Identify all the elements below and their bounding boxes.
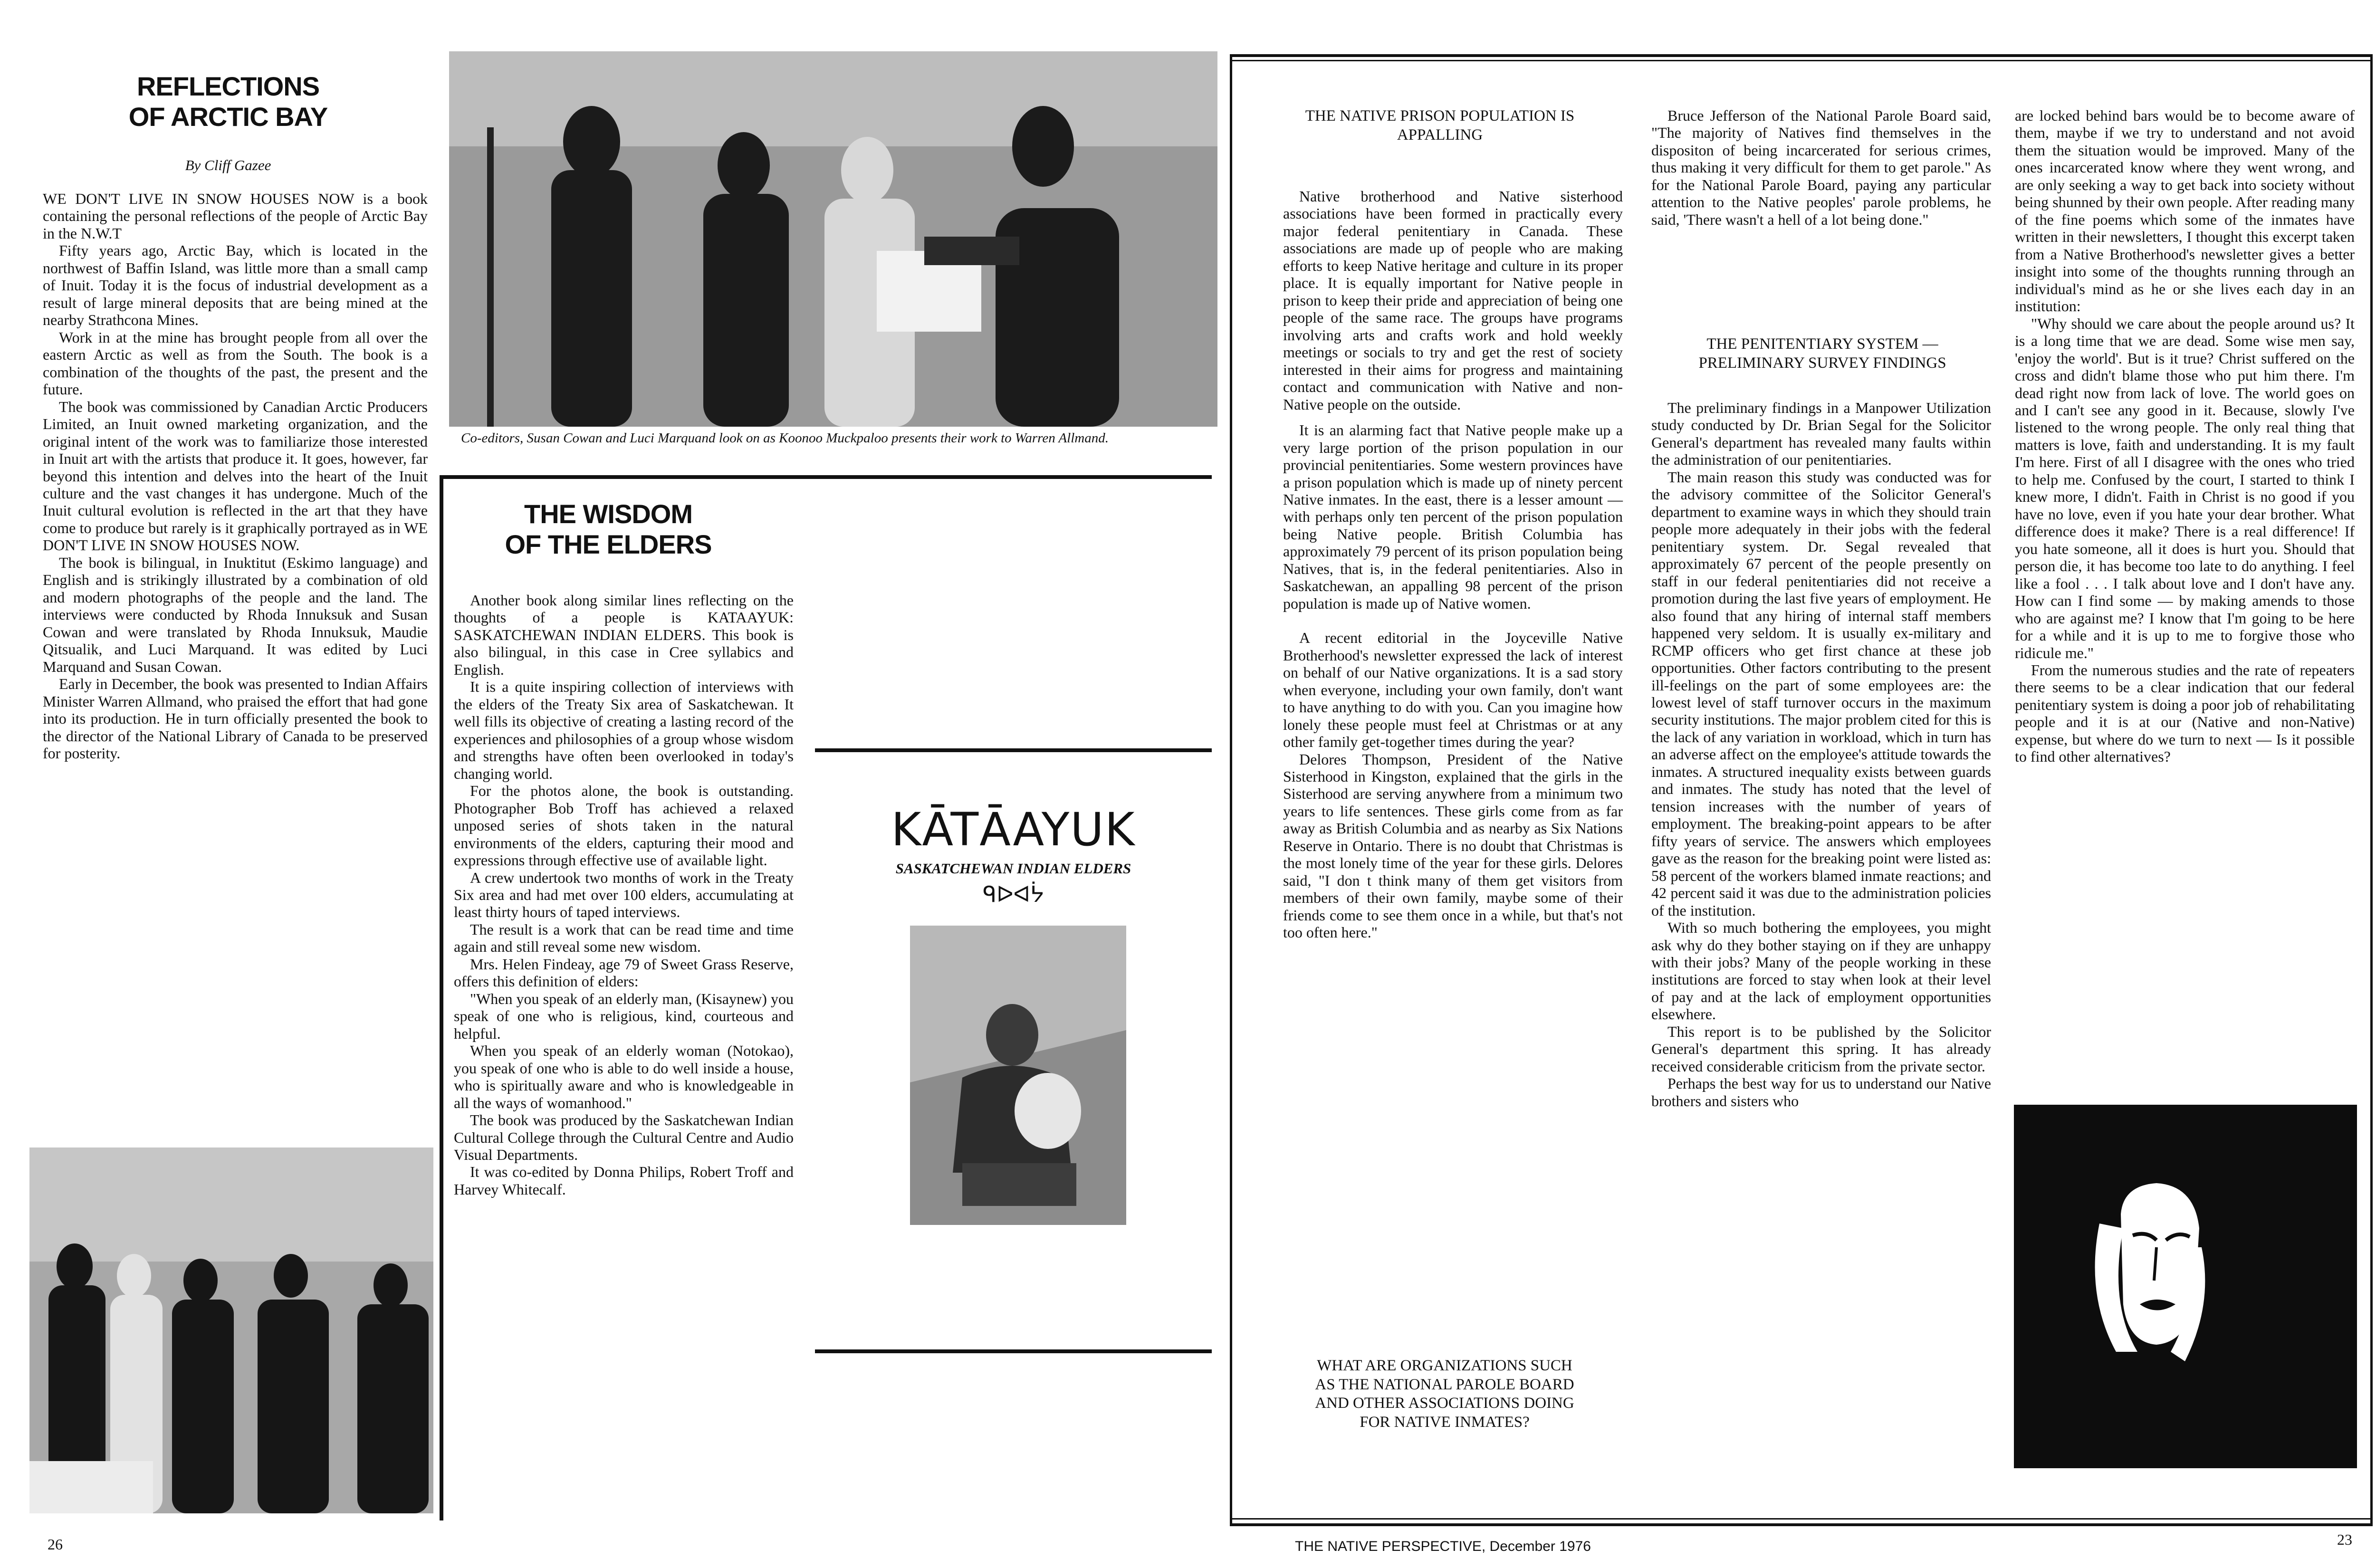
frame-right-rule — [2370, 54, 2373, 1526]
reflections-paragraph: The book is bilingual, in Inuktitut (Eskimo language) and English and is strikingly illustrated by a combination of old and modern photographs of the people and the land. The interviews were conducted by Rhoda Innuksuk and Susan Cowan and were translated by Rhoda Innuksuk, Maudie Qitsualik, and Luci Marquand. It was edited by Luci Marquand and Susan Cowan. — [43, 554, 428, 675]
reflections-paragraph: WE DON'T LIVE IN SNOW HOUSES NOW is a book containing the personal reflections of the people of Arctic Bay in the N.W.T — [43, 190, 428, 242]
prison-heading: THE NATIVE PRISON POPULATION IS APPALLING — [1305, 107, 1575, 143]
survey-paragraph: With so much bothering the employees, you might ask why do they bother staying on if they are unhappy with their jobs? Many of the people working in these institutions are forced to stay when look at their level of pay and at the lack of employment opportunities elsewhere. — [1651, 919, 1991, 1023]
parole-paragraph: Bruce Jefferson of the National Parole Board said, "The majority of Natives find themselves in the dispositon of being incarcerated for serious crimes, thus making it very difficult for them to get parole." As for the National Parole Board, paying any particular attention to the Native peoples' parole problems, he said, 'There wasn't a hell of a lot being done." — [1651, 107, 1991, 228]
survey-paragraph: This report is to be published by the Solicitor General's department this spring. It has already received considerable criticism from the private sector. — [1651, 1023, 1991, 1075]
wisdom-title-line-1: THE WISDOM — [524, 499, 692, 529]
presentation-photo-figures — [449, 51, 1217, 427]
prison-article-body — [1283, 188, 1623, 941]
prison-paragraph: A recent editorial in the Joyceville Native Brotherhood's newsletter expressed the lack of interest on behalf of our Native organizations. It is a sad story when everyone, including your own family, don't want to have anything to do with you. Can you imagine how lonely these people must feel at Christmas or at any other family get-together times during the year? — [1283, 629, 1623, 751]
frame-bottom-rule-outer — [1230, 1523, 2373, 1526]
elder-portrait-photo-figure — [910, 926, 1126, 1225]
reflections-paragraph: Fifty years ago, Arctic Bay, which is located in the northwest of Baffin Island, was little more than a small camp of Inuit. Today it is the focus of industrial development as a result of large mineral deposits that are being mined at the nearby Strathcona Mines. — [43, 242, 428, 329]
wisdom-paragraph: When you speak of an elderly woman (Notokao), you speak of one who is able to do well inside a house, who is spiritually aware and who is knowledgeable in all the ways of womanhood." — [454, 1042, 794, 1111]
wisdom-article-body — [454, 592, 794, 1198]
book-cover-title: KĀTĀAYUK — [891, 803, 1136, 856]
reflections-title-line-2: OF ARCTIC BAY — [128, 102, 328, 132]
reflections-article-body — [43, 190, 428, 762]
grieving-woman-illustration — [2014, 1105, 2357, 1468]
elders-group-photo-figures — [29, 1147, 433, 1513]
right-page-number: 23 — [2337, 1531, 2352, 1548]
book-cover-top-rule — [815, 748, 1212, 752]
wisdom-paragraph: It is a quite inspiring collection of interviews with the elders of the Treaty Six area of Saskatchewan. It well fills its objective of creating a lasting record of the experiences and philosophies of a group whose wisdom and strengths have often been overlooked in today's changing world. — [454, 678, 794, 782]
frame-left-rule — [1230, 54, 1232, 1526]
survey-heading: THE PENITENTIARY SYSTEM — PRELIMINARY SURVEY FINDINGS — [1698, 335, 1946, 372]
wisdom-paragraph: For the photos alone, the book is outstanding. Photographer Bob Troff has achieved a relaxed unposed series of shots taken in the natural environments of the elders, capturing their mood and expressions through effective use of available light. — [454, 782, 794, 869]
organizations-question-heading: WHAT ARE ORGANIZATIONS SUCH AS THE NATIONAL PAROLE BOARD AND OTHER ASSOCIATIONS DOING FOR NATIVE INMATES? — [1315, 1357, 1574, 1431]
parole-board-body — [1651, 107, 1991, 228]
inmate-paragraph: are locked behind bars would be to become aware of them, maybe if we try to understand and not avoid them the situation would be improved. Many of the ones incarcerated know where they went wrong, and are only seeking a way to get back into society without being shunned by their own people. After reading many of the fine poems which some of the inmates have written in their newsletters, I thought this excerpt taken from a Native Brotherhood's newsletter gives a better insight into some of the thoughts running through an individual's mind as he or she lives each day in an institution: — [2015, 107, 2355, 315]
inmate-voices-body — [2015, 107, 2355, 765]
reflections-byline: By Cliff Gazee — [185, 157, 271, 173]
survey-paragraph: Perhaps the best way for us to understand our Native brothers and sisters who — [1651, 1075, 1991, 1109]
prison-paragraph: Native brotherhood and Native sisterhood associations have been formed in practically every major federal penitentiary in Canada. These associations are made up of people who are making efforts to keep Native heritage and culture in its proper place. It is equally important for Native people in prison to keep their pride and appreciation of being one people of the same race. The groups have programs involving arts and crafts work and hold weekly meetings or socials to try and get the rest of society interested in their aims for progress and maintaining contact and communication with Native and non-Native people on the outside. — [1283, 188, 1623, 413]
left-page-number: 26 — [48, 1536, 63, 1553]
wisdom-paragraph: Another book along similar lines reflecting on the thoughts of a people is KATAAYUK: SASKATCHEWAN INDIAN ELDERS. This book is also bilingual, in this case in Cree syllabics and English. — [454, 592, 794, 678]
reflections-paragraph: Work in at the mine has brought people from all over the eastern Arctic as well as from the South. The book is a combination of the thoughts of the past, the present and the future. — [43, 328, 428, 398]
elder-portrait-photo — [910, 926, 1126, 1225]
wisdom-paragraph: The result is a work that can be read time and time again and still reveal some new wisdom. — [454, 920, 794, 956]
grieving-woman-drawing — [2014, 1105, 2357, 1468]
survey-article-body — [1651, 399, 1991, 1109]
survey-paragraph: The main reason this study was conducted was for the advisory committee of the Solicitor General's department to examine ways in which they should train people more adequately in their jobs with the federal penitentiary system. Dr. Segal revealed that approximately 67 percent of the people presently on staff in our federal penitentiaries did not receive a promotion during the last five years of employment. He also found that any hiring of internal staff members happened very seldom. It is usually ex-military and RCMP officers who get first chance at these job opportunities. Other factors contributing to the present ill-feelings on the part of some employees are: the lowest level of staff turnover occurs in the maximum security institutions. The major problem cited for this is the lack of any variation in workload, which in turn has an adverse affect on the employee's attitude towards the inmates. A structured inequality exists between guards and inmates. The study has noted that the level of tension increases with the number of years of employment. The breaking-point appears to be after fifty years of service. The answers which employees gave as the reason for the breaking point were listed as: 58 percent of the workers blamed inmate reactions; and 42 percent said it was due to the administration policies of the institution. — [1651, 468, 1991, 919]
wisdom-title-line-2: OF THE ELDERS — [505, 529, 712, 560]
wisdom-box-left-rule — [440, 475, 443, 1520]
frame-top-rule — [1230, 54, 2373, 57]
right-page — [1212, 0, 2376, 1568]
wisdom-paragraph: The book was produced by the Saskatchewan Indian Cultural College through the Cultural Centre and Audio Visual Departments. — [454, 1111, 794, 1163]
frame-top-rule-inner — [1230, 60, 2373, 61]
inmate-paragraph: "Why should we care about the people around us? It is a long time that we are dead. Some wise men say, 'enjoy the world'. But is it true? Christ suffered on the cross and didn't blame those who put him there. I'm dead right now from lack of love. The world goes on and I can't see any good in it. Because, slowly I've listened to the wrong people. The only real thing that matters is love, faith and understanding. It is my fault I'm here. First of all I disagree with the ones who tried to help me. Confused by the court, I started to think I knew more, I didn't. Faith in Christ is no good if you have no love, even if you hate your dear brother. What difference does it make? There is a real difference! If you hate someone, all it does is hurt you. Should that person die, it has become too late to do anything. I feel like a fool . . . I talk about love and I don't have any. How can I find some — by making amends to those who are against me? I know that I'm going to be here for a while and it is up to me to forgive those who ridicule me." — [2015, 315, 2355, 661]
prison-paragraph: Delores Thompson, President of the Native Sisterhood in Kingston, explained that the girls in the Sisterhood are serving anywhere from a minimum two years to life sentences. These girls come from as far away as British Columbia and as nearby as Six Nations Reserve in Ontario. There is no doubt that Christmas is the most lonely time of the year for these girls. Delores said, "I don t think many of them get visitors from members of their own family, maybe some of their friends come to see them once in a while, but that's not too often here." — [1283, 750, 1623, 941]
wisdom-paragraph: Mrs. Helen Findeay, age 79 of Sweet Grass Reserve, offers this definition of elders: — [454, 955, 794, 990]
presentation-photo — [449, 51, 1217, 427]
wisdom-paragraph: It was co-edited by Donna Philips, Robert Troff and Harvey Whitecalf. — [454, 1163, 794, 1198]
book-cover-bottom-rule — [815, 1349, 1212, 1353]
frame-bottom-rule — [1230, 1518, 2373, 1520]
reflections-title-line-1: REFLECTIONS — [136, 71, 320, 101]
presentation-photo-caption: Co-editors, Susan Cowan and Luci Marquand look on as Koonoo Muckpaloo presents their work to Warren Allmand. — [461, 430, 1109, 446]
reflections-title — [29, 71, 428, 133]
inmate-paragraph: From the numerous studies and the rate of repeaters there seems to be a clear indication that our federal penitentiary system is doing a poor job of rehabilitating people and it is at our (Native and non-Native) expense, but where do we turn to next — Is it possible to find other alternatives? — [2015, 661, 2355, 765]
wisdom-title — [456, 499, 760, 560]
publication-footer: THE NATIVE PERSPECTIVE, December 1976 — [1295, 1539, 1591, 1554]
prison-paragraph: It is an alarming fact that Native people make up a very large portion of the prison population in our provincial penitentiaries. Some western provinces have a prison population which is made up of ninety percent Native inmates. In the east, there is a lesser amount — with perhaps only ten percent of the prison population being Native people. British Columbia has approximately 79 percent of its prison population being Natives, that is, in the federal penitentiaries. Also in Saskatchewan, an appalling 98 percent of the prison population is made up of Native women. — [1283, 421, 1623, 612]
wisdom-paragraph: "When you speak of an elderly man, (Kisaynew) you speak of one who is religious, kind, courteous and helpful. — [454, 990, 794, 1042]
caption-divider-rule — [440, 475, 1212, 479]
reflections-paragraph: Early in December, the book was presented to Indian Affairs Minister Warren Allmand, who praised the effort that had gone into its production. He in turn officially presented the book to the director of the National Library of Canada to be preserved for posterity. — [43, 675, 428, 762]
elders-group-photo — [29, 1147, 433, 1513]
wisdom-paragraph: A crew undertook two months of work in the Treaty Six area and had met over 100 elders, accumulating at least thirty hours of taped interviews. — [454, 869, 794, 921]
book-cover-subtitle: SASKATCHEWAN INDIAN ELDERS — [895, 860, 1131, 877]
reflections-paragraph: The book was commissioned by Canadian Arctic Producers Limited, an Inuit owned marketing organization, and the original intent of the work was to familiarize those interested in Inuit art with the artists that produce it. It goes, however, far beyond this intention and delves into the heart of the Inuit culture and the vast changes it has undergone. Much of the Inuit cultural evolution is reflected in the art that they have come to produce but rarely is it graphically portrayed as in WE DON'T LIVE IN SNOW HOUSES NOW. — [43, 398, 428, 554]
survey-paragraph: The preliminary findings in a Manpower Utilization study conducted by Dr. Brian Segal for the Solicitor General's department has revealed many faults within the administration of our penitentiaries. — [1651, 399, 1991, 468]
book-cover-syllabics: ᑫᐅᐊᔮ — [983, 881, 1044, 907]
